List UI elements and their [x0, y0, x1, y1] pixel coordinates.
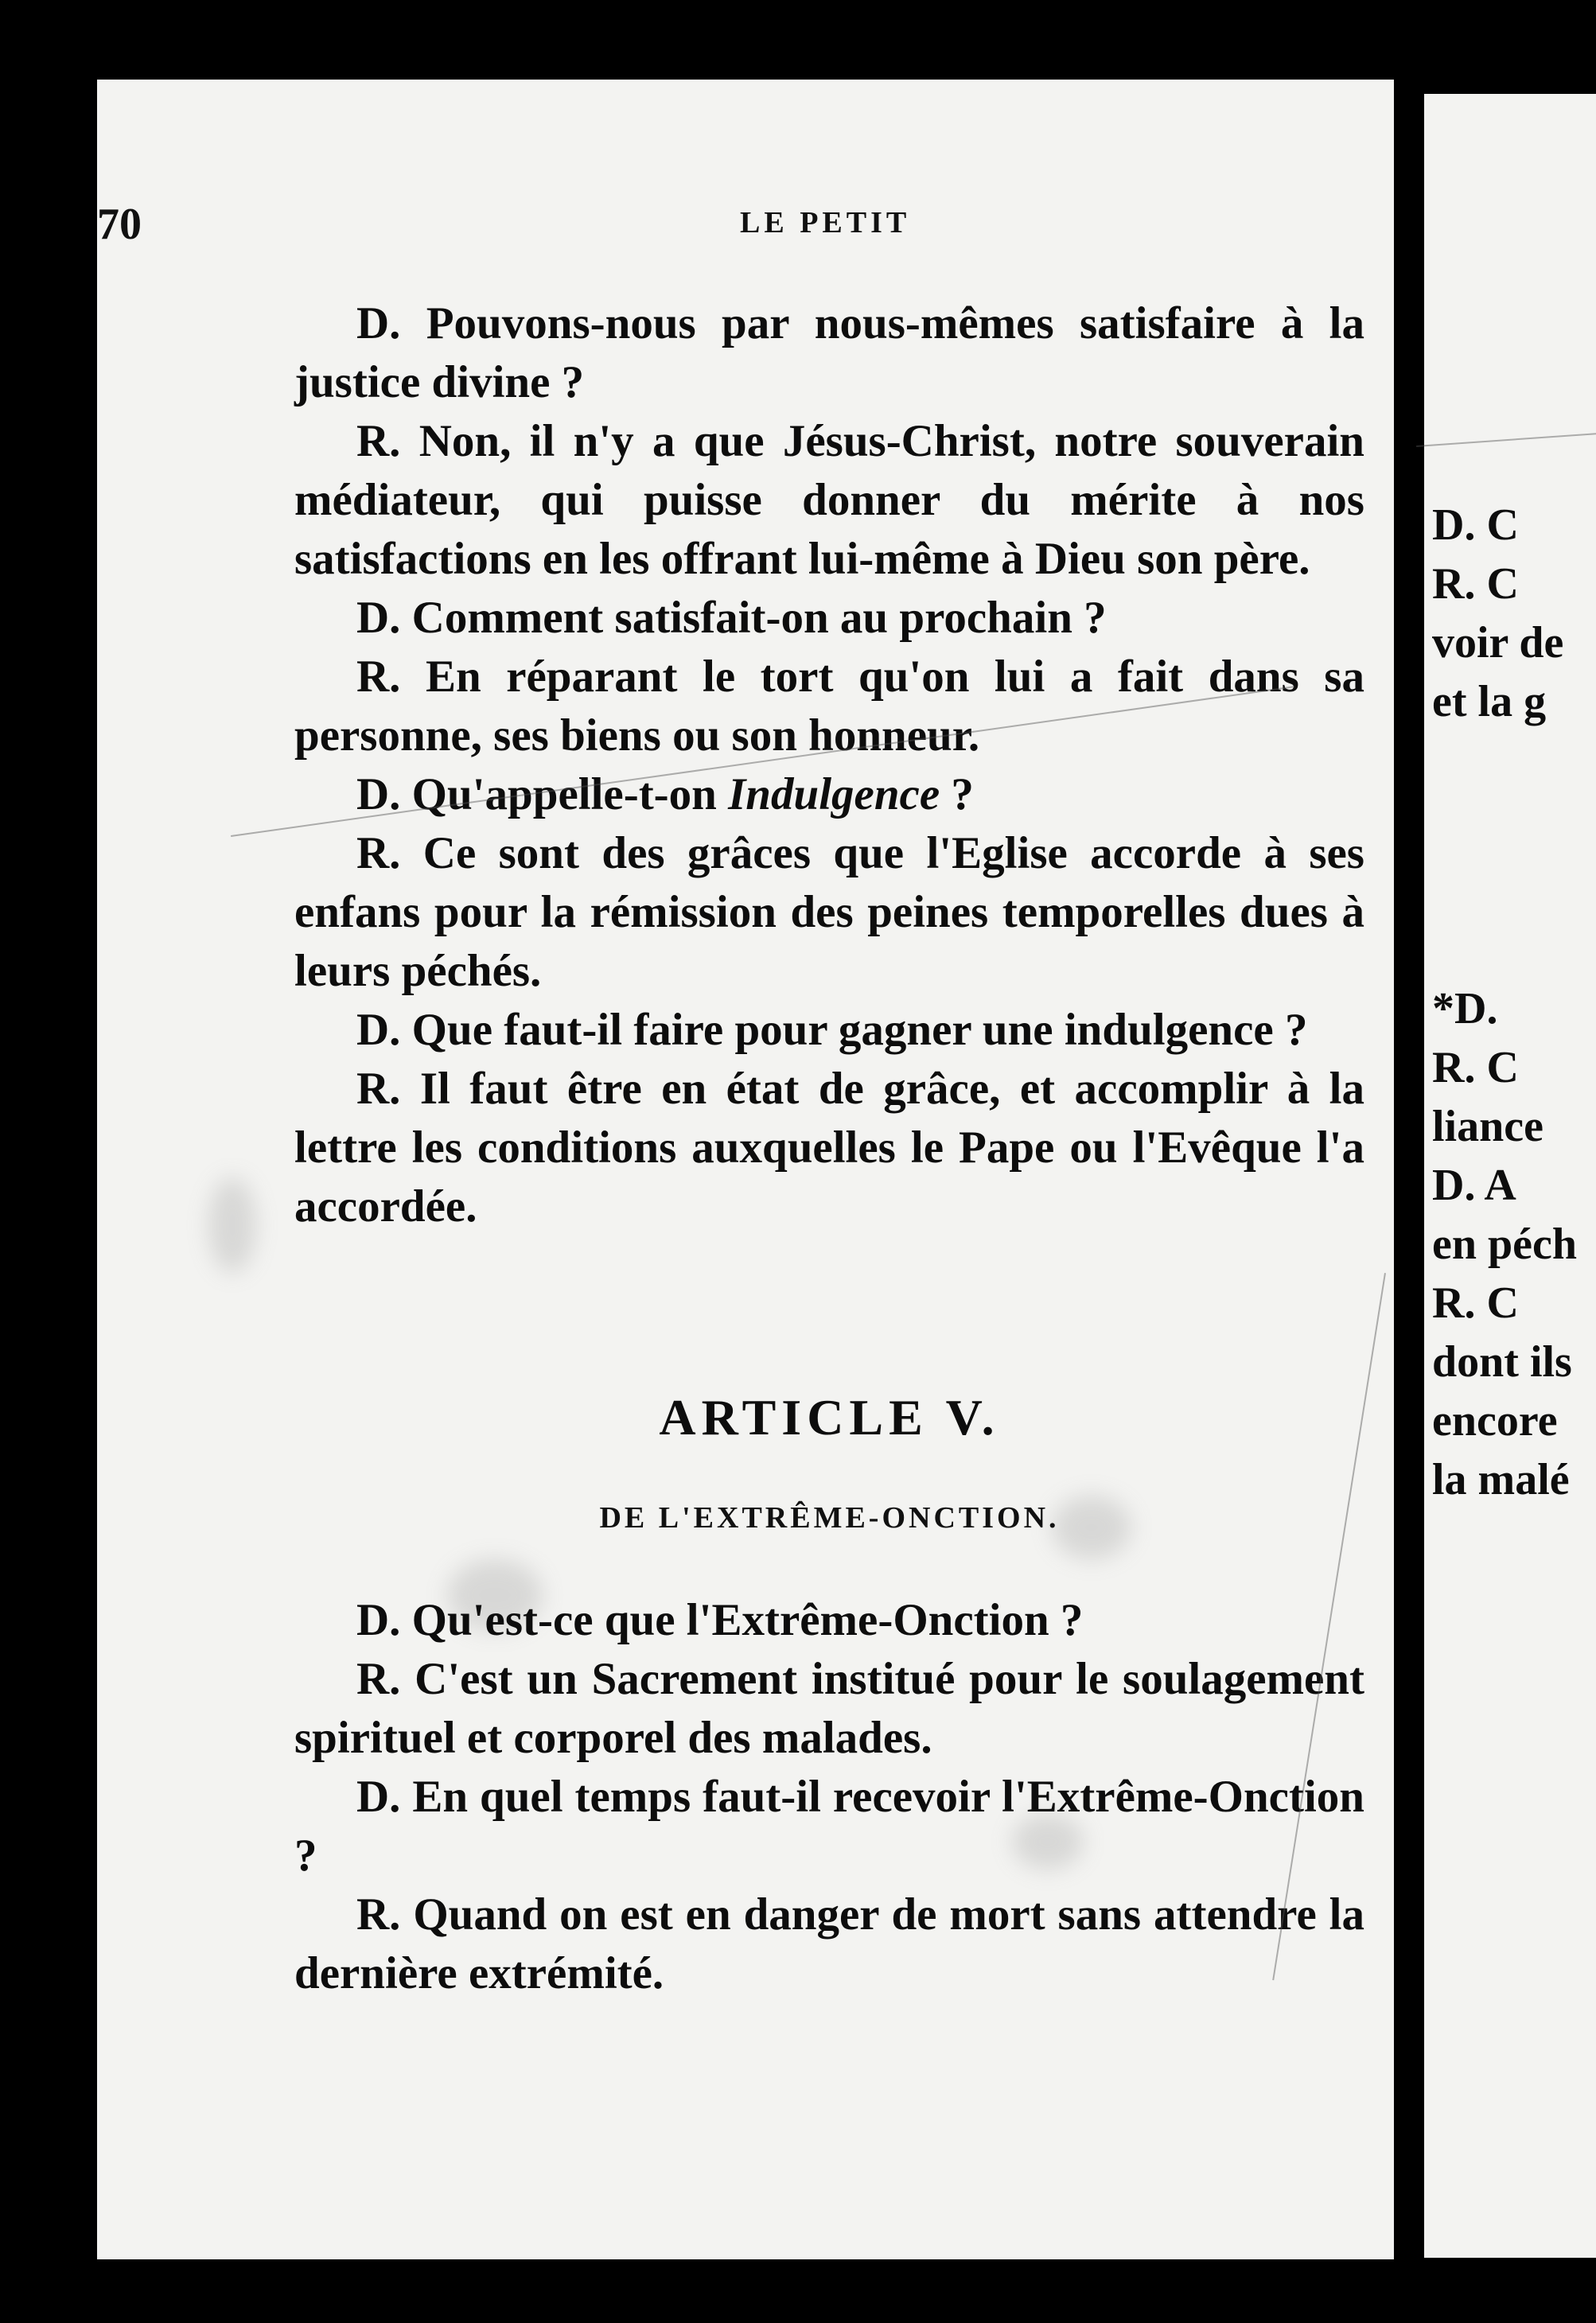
book-gutter: [1394, 80, 1424, 2259]
fragment-line: D. A: [1432, 1161, 1516, 1210]
fragment-line: en péch: [1432, 1220, 1577, 1269]
paragraph: R. Quand on est en danger de mort sans attendre la dernière extrémité.: [294, 1889, 1364, 1998]
fragment-line: voir de: [1432, 618, 1564, 667]
paragraph-indulgence: [294, 765, 1364, 824]
fragment-line: *D.: [1432, 984, 1498, 1033]
fragment-line: D. C: [1432, 500, 1519, 550]
paragraph: R. Non, il n'y a que Jésus-Christ, notre souverain médiateur, qui puisse donner du mérite à nos satisfactions en les offrant lui-même à Dieu son père.: [294, 416, 1364, 584]
fragment-line: R. C: [1432, 559, 1519, 609]
question-suffix: ?: [940, 769, 974, 819]
page-number: 70: [97, 200, 142, 249]
fragment-line: la malé: [1432, 1455, 1570, 1504]
italic-term: Indulgence: [728, 769, 940, 819]
article-subheading: DE L'EXTRÊME-ONCTION.: [599, 1501, 1060, 1535]
fragment-line: encore: [1432, 1396, 1558, 1446]
fragment-line: liance: [1432, 1102, 1543, 1151]
article-heading: ARTICLE V.: [659, 1389, 1000, 1446]
question-prefix: D. Qu'appelle-t-on: [356, 769, 729, 819]
fragment-line: et la g: [1432, 677, 1547, 726]
running-head: LE PETIT: [740, 206, 911, 239]
article-text-block: [294, 1591, 1364, 2003]
main-text-block: [294, 294, 1364, 1236]
fragment-line: dont ils: [1432, 1337, 1572, 1387]
paragraph: R. C'est un Sacrement institué pour le soulagement spirituel et corporel des malades.: [294, 1654, 1364, 1763]
paragraph: D. Comment satisfait-on au prochain ?: [356, 593, 1107, 643]
fragment-line: R. C: [1432, 1043, 1519, 1092]
paragraph: D. Que faut-il faire pour gagner une indulgence ?: [356, 1005, 1308, 1055]
paragraph: D. Qu'est-ce que l'Extrême-Onction ?: [356, 1595, 1084, 1645]
paragraph: R. Ce sont des grâces que l'Eglise accorde à ses enfans pour la rémission des peines temporelles dues à leurs péchés.: [294, 828, 1364, 996]
paragraph: R. En réparant le tort qu'on lui a fait dans sa personne, ses biens ou son honneur.: [294, 652, 1364, 761]
paragraph: D. Pouvons-nous par nous-mêmes satisfaire à la justice divine ?: [294, 298, 1364, 407]
fragment-line: R. C: [1432, 1278, 1519, 1328]
paragraph: R. Il faut être en état de grâce, et accomplir à la lettre les conditions auxquelles le Pape ou l'Evêque l'a accordée.: [294, 1064, 1364, 1232]
paragraph: D. En quel temps faut-il recevoir l'Extrême-Onction ?: [294, 1772, 1364, 1881]
